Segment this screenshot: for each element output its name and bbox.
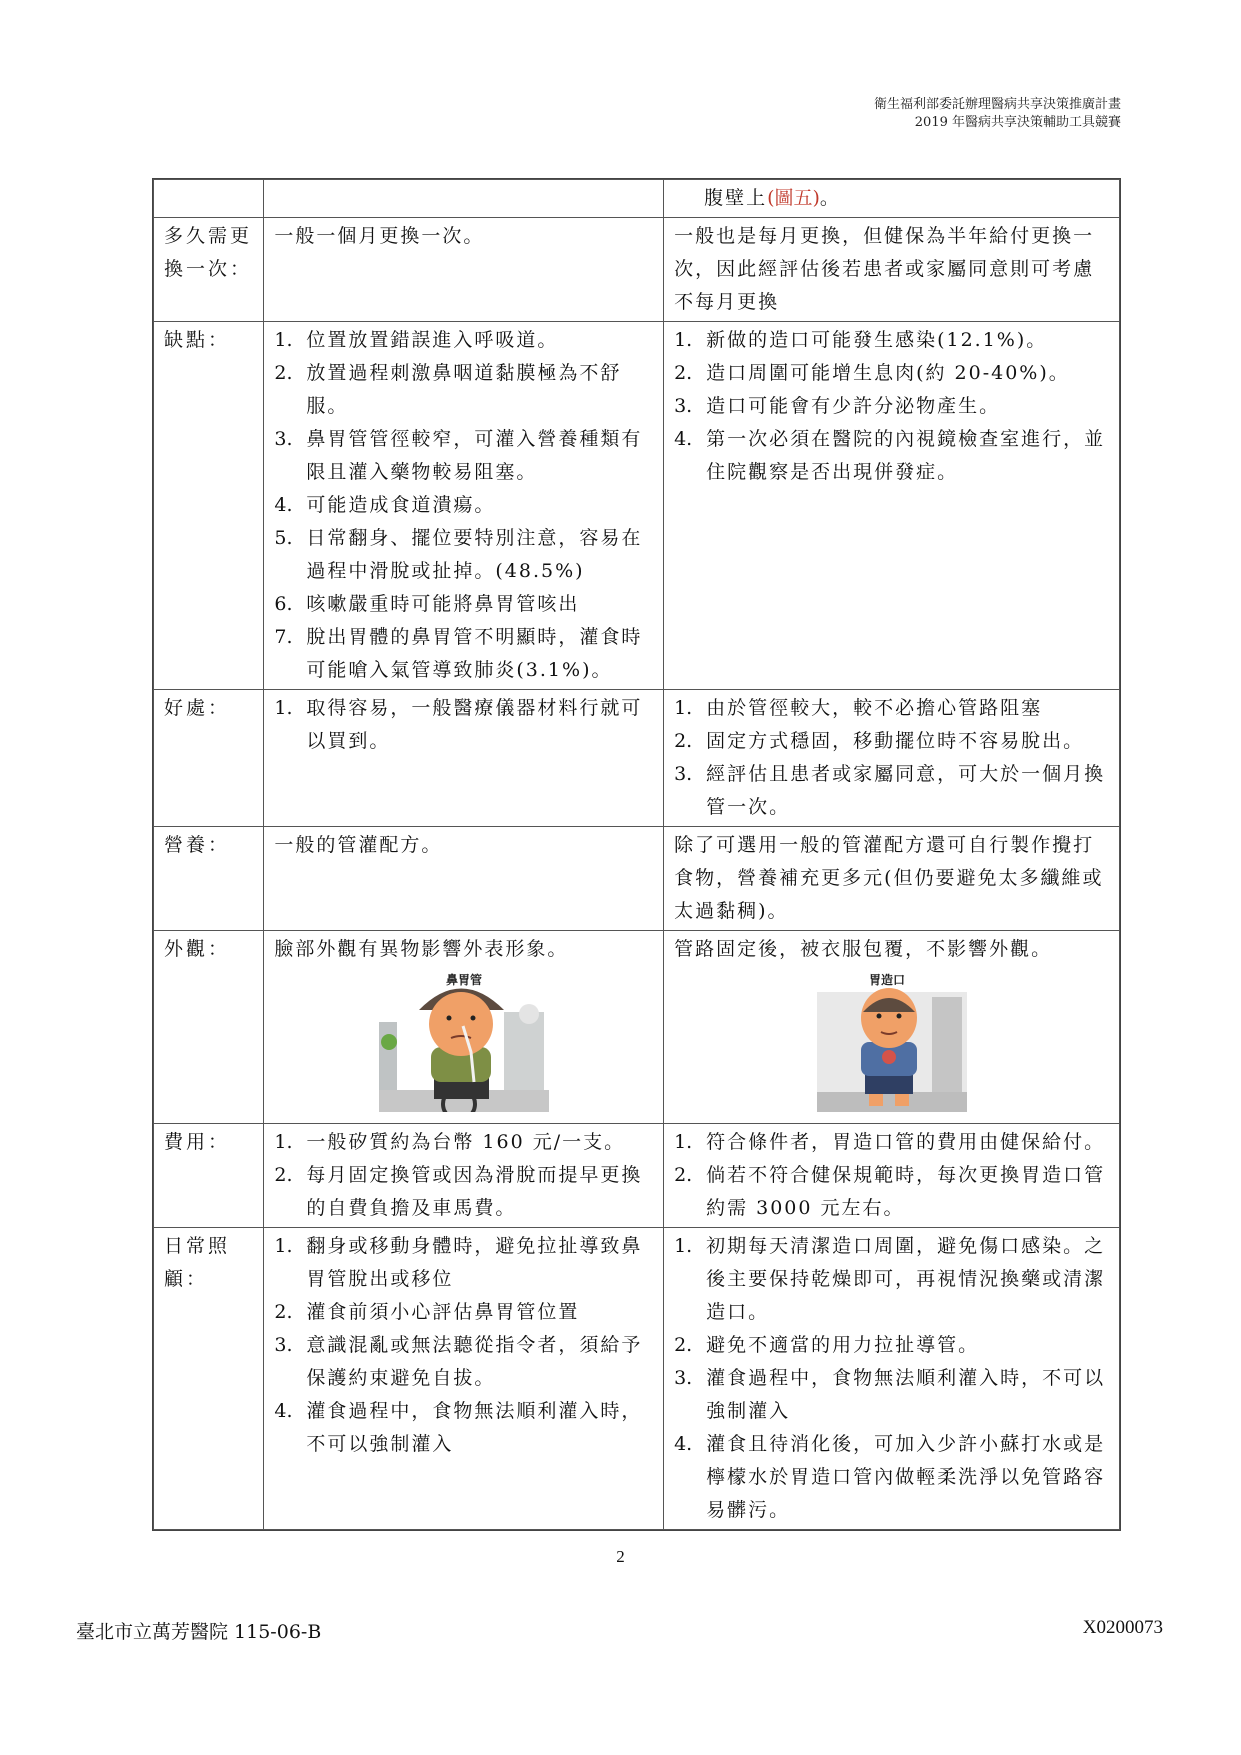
- list-item: 4. 灌食過程中，食物無法順利灌入時，不可以強制灌入: [274, 1400, 643, 1455]
- cell-gastrostomy: [664, 180, 1120, 218]
- cell-ng-tube-nutrition: 一般的管灌配方。: [264, 827, 664, 931]
- list-item: 1. 符合條件者，胃造口管的費用由健保給付。: [674, 1131, 1106, 1153]
- footer-hospital-code: 臺北市立萬芳醫院 115-06-B: [76, 1621, 322, 1643]
- document-header: [874, 96, 1121, 132]
- comparison-table: [153, 179, 1120, 1530]
- row-label-frequency: 多久需更換一次：: [154, 218, 264, 322]
- ng-tube-appearance-text: 臉部外觀有異物影響外表形象。: [274, 938, 569, 960]
- ng-tube-pros-list: [274, 692, 653, 758]
- header-line-1: 衛生福利部委託辦理醫病共享決策推廣計畫: [873, 97, 1121, 112]
- list-item: 4. 灌食且待消化後，可加入少許小蘇打水或是檸檬水於胃造口管內做輕柔洗淨以免管路容易髒污。: [674, 1433, 1106, 1521]
- header-line-2: 2019 年醫病共享決策輔助工具競賽: [914, 115, 1121, 130]
- gastrostomy-cost-list: [674, 1126, 1109, 1225]
- gastrostomy-patient-illustration: [817, 972, 967, 1112]
- list-item: 3. 經評估且患者或家屬同意，可大於一個月換管一次。: [674, 763, 1106, 818]
- row-label-pros: 好處：: [154, 690, 264, 827]
- cell-ng-tube-pros: [264, 690, 664, 827]
- cell-gastrostomy-frequency: 一般也是每月更換，但健保為半年給付更換一次，因此經評估後若患者或家屬同意則可考慮不每月更換: [664, 218, 1120, 322]
- comparison-table-frame: [152, 178, 1121, 1531]
- cell-ng-tube-cost: [264, 1124, 664, 1228]
- table-row-care: [154, 1228, 1120, 1530]
- figure-reference: (圖五): [767, 187, 820, 209]
- list-item: 4. 可能造成食道潰瘍。: [274, 494, 496, 516]
- cell-gastrostomy-care: [664, 1228, 1120, 1530]
- row-label-cost: 費用：: [154, 1124, 264, 1228]
- ng-tube-figure-label: 鼻胃管: [445, 973, 482, 987]
- list-item: 5. 日常翻身、擺位要特別注意，容易在過程中滑脫或扯掉。(48.5%): [274, 527, 643, 582]
- list-item: 3. 意識混亂或無法聽從指令者，須給予保護約束避免自拔。: [274, 1334, 643, 1389]
- table-row-pros: [154, 690, 1120, 827]
- row-label-care: 日常照顧：: [154, 1228, 264, 1530]
- table-row-appearance: [154, 931, 1120, 1124]
- footer-document-id: X0200073: [1082, 1617, 1163, 1638]
- ng-tube-cons-list: [274, 324, 653, 687]
- ng-tube-cost-list: [274, 1126, 653, 1225]
- cell-ng-tube-care: [264, 1228, 664, 1530]
- table-row-continued: [154, 180, 1120, 218]
- cell-ng-tube-appearance: [264, 931, 664, 1124]
- list-item: 2. 每月固定換管或因為滑脫而提早更換的自費負擔及車馬費。: [274, 1164, 643, 1219]
- ng-tube-care-list: [274, 1230, 653, 1461]
- gastrostomy-figure-label: 胃造口: [868, 973, 905, 987]
- list-item: 1. 初期每天清潔造口周圍，避免傷口感染。之後主要保持乾燥即可，再視情況換藥或清潔造口。: [674, 1235, 1106, 1323]
- list-item: 2. 避免不適當的用力拉扯導管。: [674, 1334, 980, 1356]
- row-label: [154, 180, 264, 218]
- list-item: 2. 造口周圍可能增生息肉(約 20-40%)。: [674, 362, 1070, 384]
- gastrostomy-pros-list: [674, 692, 1109, 824]
- list-item: 3. 造口可能會有少許分泌物產生。: [674, 395, 1001, 417]
- list-item: 7. 脫出胃體的鼻胃管不明顯時，灌食時可能嗆入氣管導致肺炎(3.1%)。: [274, 626, 643, 681]
- table-row-nutrition: [154, 827, 1120, 931]
- list-item: 1. 新做的造口可能發生感染(12.1%)。: [674, 329, 1048, 351]
- list-item: 3. 鼻胃管管徑較窄，可灌入營養種類有限且灌入藥物較易阻塞。: [274, 428, 643, 483]
- table-row-cost: [154, 1124, 1120, 1228]
- list-item: 3. 灌食過程中，食物無法順利灌入時，不可以強制灌入: [674, 1367, 1106, 1422]
- page-number: 2: [616, 1547, 625, 1566]
- list-item: 6. 咳嗽嚴重時可能將鼻胃管咳出: [274, 593, 580, 615]
- continued-text: 腹壁上: [704, 187, 768, 209]
- cell-gastrostomy-cons: [664, 322, 1120, 690]
- list-item: 1. 取得容易，一般醫療儀器材料行就可以買到。: [274, 697, 643, 752]
- list-item: 4. 第一次必須在醫院的內視鏡檢查室進行，並住院觀察是否出現併發症。: [674, 428, 1106, 483]
- list-item: 2. 灌食前須小心評估鼻胃管位置: [274, 1301, 580, 1323]
- cell-gastrostomy-pros: [664, 690, 1120, 827]
- table-row-frequency: [154, 218, 1120, 322]
- row-label-appearance: 外觀：: [154, 931, 264, 1124]
- cell-ng-tube: [264, 180, 664, 218]
- cell-gastrostomy-cost: [664, 1124, 1120, 1228]
- list-item: 1. 一般矽質約為台幣 160 元/一支。: [274, 1131, 626, 1153]
- gastrostomy-cons-list: [674, 324, 1109, 489]
- list-item: 2. 固定方式穩固，移動擺位時不容易脫出。: [674, 730, 1085, 752]
- table-row-cons: [154, 322, 1120, 690]
- cell-gastrostomy-appearance: [664, 931, 1120, 1124]
- cell-ng-tube-cons: [264, 322, 664, 690]
- list-item: 2. 放置過程刺激鼻咽道黏膜極為不舒服。: [274, 362, 622, 417]
- cell-gastrostomy-nutrition: 除了可選用一般的管灌配方還可自行製作攪打食物，營養補充更多元(但仍要避免太多纖維或太過黏稠)。: [664, 827, 1120, 931]
- list-item: 2. 倘若不符合健保規範時，每次更換胃造口管約需 3000 元左右。: [674, 1164, 1106, 1219]
- cell-ng-tube-frequency: 一般一個月更換一次。: [264, 218, 664, 322]
- list-item: 1. 翻身或移動身體時，避免拉扯導致鼻胃管脫出或移位: [274, 1235, 643, 1290]
- gastrostomy-appearance-text: 管路固定後，被衣服包覆，不影響外觀。: [674, 938, 1053, 960]
- continued-suffix: 。: [819, 187, 839, 209]
- list-item: 1. 由於管徑較大，較不必擔心管路阻塞: [674, 697, 1043, 719]
- ng-tube-patient-illustration: [379, 972, 549, 1112]
- row-label-nutrition: 營養：: [154, 827, 264, 931]
- list-item: 1. 位置放置錯誤進入呼吸道。: [274, 329, 559, 351]
- gastrostomy-care-list: [674, 1230, 1109, 1527]
- row-label-cons: 缺點：: [154, 322, 264, 690]
